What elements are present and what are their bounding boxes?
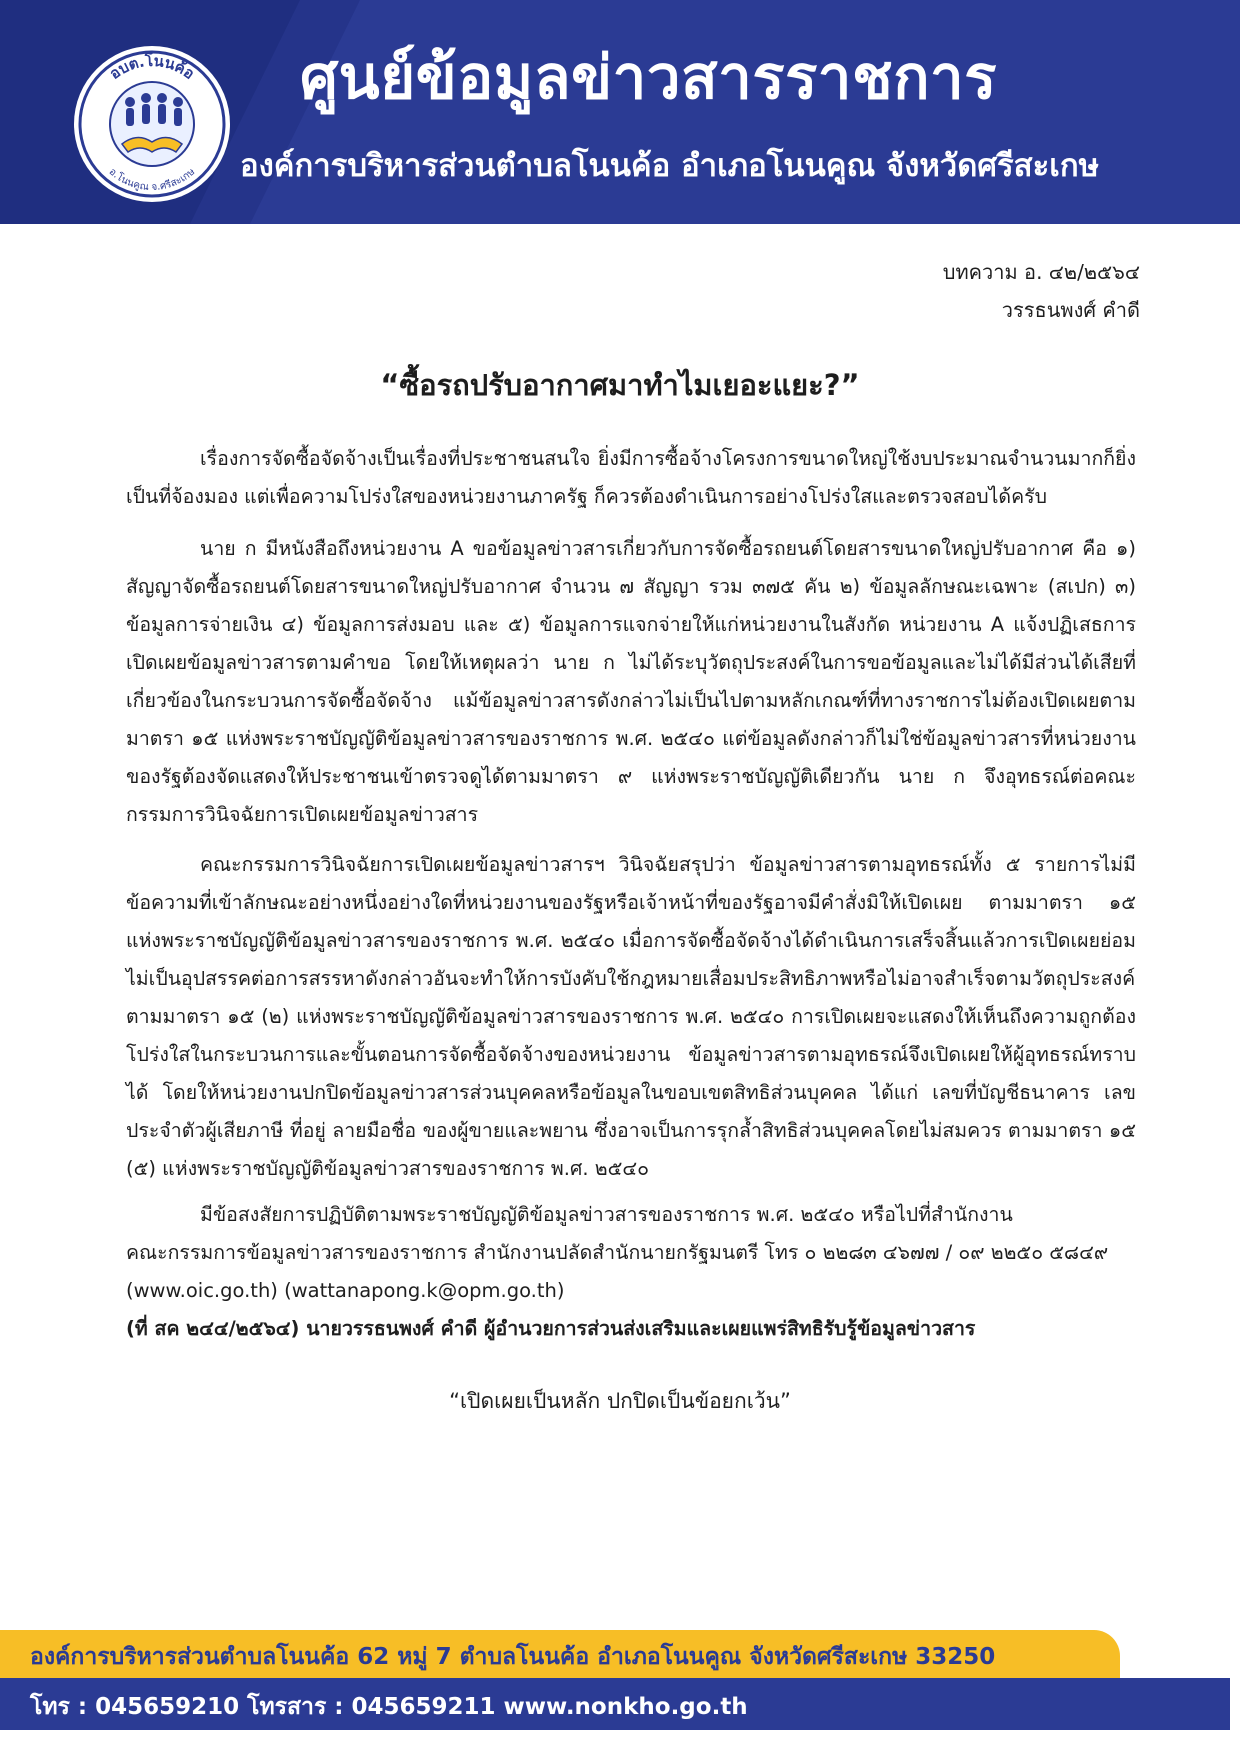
paragraph-ruling: คณะกรรมการวินิจฉัยการเปิดเผยข้อมูลข่าวสารฯ วินิจฉัยสรุปว่า ข้อมูลข่าวสารตามอุทธรณ์ทั้ง ๕ รายการไม่มีข้อความที่เข้าลักษณะอย่างหนึ่งอย่างใดที่หน่วยงานของรัฐหรือเจ้าหน้าที่ของรัฐอาจมีคำสั่งมิให้เปิดเผย ตามมาตรา ๑๕ แห่งพระราชบัญญัติข้อมูลข่าวสารของราชการ พ.ศ. ๒๕๔๐ เมื่อการจัดซื้อจัดจ้างได้ดำเนินการเสร็จสิ้นแล้วการเปิดเผยย่อมไม่เป็นอุปสรรคต่อการสรรหาดังกล่าวอันจะทำให้การบังคับใช้กฎหมายเสื่อมประสิทธิภาพหรือไม่อาจสำเร็จตามวัตถุประสงค์ ตามมาตรา ๑๕ (๒) แห่งพระราชบัญญัติข้อมูลข่าวสารของราชการ พ.ศ. ๒๕๔๐ การเปิดเผยจะแสดงให้เห็นถึงความถูกต้องโปร่งใสในกระบวนการและขั้นตอนการจัดซื้อจัดจ้างของหน่วยงาน ข้อมูลข่าวสารตามอุทธรณ์จึงเปิดเผยให้ผู้อุทธรณ์ทราบได้ โดยให้หน่วยงานปกปิดข้อมูลข่าวสารส่วนบุคคลหรือข้อมูลในขอบเขตสิทธิส่วนบุคคล ได้แก่ เลขที่บัญชีธนาคาร เลขประจำตัวผู้เสียภาษี ที่อยู่ ลายมือชื่อ ของผู้ขายและพยาน ซึ่งอาจเป็นการรุกล้ำสิทธิส่วนบุคคลโดยไม่สมควร ตามมาตรา ๑๕ (๕) แห่งพระราชบัญญัติข้อมูลข่าวสารของราชการ พ.ศ. ๒๕๔๐	[126, 853, 1136, 1180]
paragraph-case: นาย ก มีหนังสือถึงหน่วยงาน A ขอข้อมูลข่าวสารเกี่ยวกับการจัดซื้อรถยนต์โดยสารขนาดใหญ่ปรับอากาศ คือ ๑) สัญญาจัดซื้อรถยนต์โดยสารขนาดใหญ่ปรับอากาศ จำนวน ๗ สัญญา รวม ๓๗๕ คัน ๒) ข้อมูลลักษณะเฉพาะ (สเปก) ๓) ข้อมูลการจ่ายเงิน ๔) ข้อมูลการส่งมอบ และ ๕) ข้อมูลการแจกจ่ายให้แก่หน่วยงานในสังกัด หน่วยงาน A แจ้งปฏิเสธการเปิดเผยข้อมูลข่าวสารตามคำขอ โดยให้เหตุผลว่า นาย ก ไม่ได้ระบุวัตถุประสงค์ในการขอข้อมูลและไม่ได้มีส่วนได้เสียที่เกี่ยวข้องในกระบวนการจัดซื้อจัดจ้าง แม้ข้อมูลข่าวสารดังกล่าวไม่เป็นไปตามหลักเกณฑ์ที่ทางราชการไม่ต้องเปิดเผยตามมาตรา ๑๕ แห่งพระราชบัญญัติข้อมูลข่าวสารของราชการ พ.ศ. ๒๕๔๐ แต่ข้อมูลดังกล่าวก็ไม่ใช่ข้อมูลข่าวสารที่หน่วยงานของรัฐต้องจัดแสดงให้ประชาชนเข้าตรวจดูได้ตามมาตรา ๙ แห่งพระราชบัญญัติเดียวกัน นาย ก จึงอุทธรณ์ต่อคณะกรรมการวินิจฉัยการเปิดเผยข้อมูลข่าวสาร	[126, 537, 1136, 826]
logo-bottom-text: อ.โนนคูณ จ.ศรีสะเกษ	[106, 166, 198, 194]
contact-line-3: (www.oic.go.th) (wattanapong.k@opm.go.th)	[126, 1279, 565, 1302]
contact-block	[126, 1196, 1136, 1348]
header-title: ศูนย์ข้อมูลข่าวสารราชการ	[300, 43, 997, 113]
footer-phone: โทร : 045659210 โทรสาร : 045659211 www.nonkho.go.th	[30, 1694, 748, 1720]
organization-logo	[72, 44, 232, 204]
page-title: “ซื้อรถปรับอากาศมาทำไมเยอะแยะ?”	[380, 368, 860, 402]
contact-line-4: (ที่ สค ๒๔๔/๒๕๖๔) นายวรรธนพงศ์ คำดี ผู้อำนวยการส่วนส่งเสริมและเผยแพร่สิทธิรับรู้ข้อมูลข่าวสาร	[126, 1317, 976, 1340]
paragraph-intro: เรื่องการจัดซื้อจัดจ้างเป็นเรื่องที่ประชาชนสนใจ ยิ่งมีการซื้อจ้างโครงการขนาดใหญ่ใช้งบประมาณจำนวนมากก็ยิ่งเป็นที่จ้องมอง แต่เพื่อความโปร่งใสของหน่วยงานภาครัฐ ก็ควรต้องดำเนินการอย่างโปร่งใสและตรวจสอบได้ครับ	[126, 447, 1136, 508]
logo-top-text: อบต.โนนค้อ	[106, 51, 198, 83]
footer-address: องค์การบริหารส่วนตำบลโนนค้อ 62 หมู่ 7 ตำบลโนนค้อ อำเภอโนนคูณ จังหวัดศรีสะเกษ 33250	[30, 1644, 996, 1670]
author-name: วรรธนพงศ์ คำดี	[1001, 298, 1140, 322]
contact-line-1: มีข้อสงสัยการปฏิบัติตามพระราชบัญญัติข้อมูลข่าวสารของราชการ พ.ศ. ๒๕๔๐ หรือไปที่สำนักงาน	[200, 1203, 1013, 1226]
footer-address-bar	[0, 1630, 1120, 1678]
contact-line-2: คณะกรรมการข้อมูลข่าวสารของราชการ สำนักงานปลัดสำนักนายกรัฐมนตรี โทร ๐ ๒๒๘๓ ๔๖๗๗ / ๐๙ ๒๒๕๐ ๕๘๔๙	[126, 1241, 1109, 1264]
footer-contact-bar	[0, 1678, 1230, 1730]
page-header	[0, 0, 1240, 224]
motto: “เปิดเผยเป็นหลัก ปกปิดเป็นข้อยกเว้น”	[449, 1389, 791, 1413]
article-number: บทความ อ. ๔๒/๒๕๖๔	[942, 260, 1140, 284]
header-subtitle: องค์การบริหารส่วนตำบลโนนค้อ อำเภอโนนคูณ จังหวัดศรีสะเกษ	[240, 148, 1100, 184]
